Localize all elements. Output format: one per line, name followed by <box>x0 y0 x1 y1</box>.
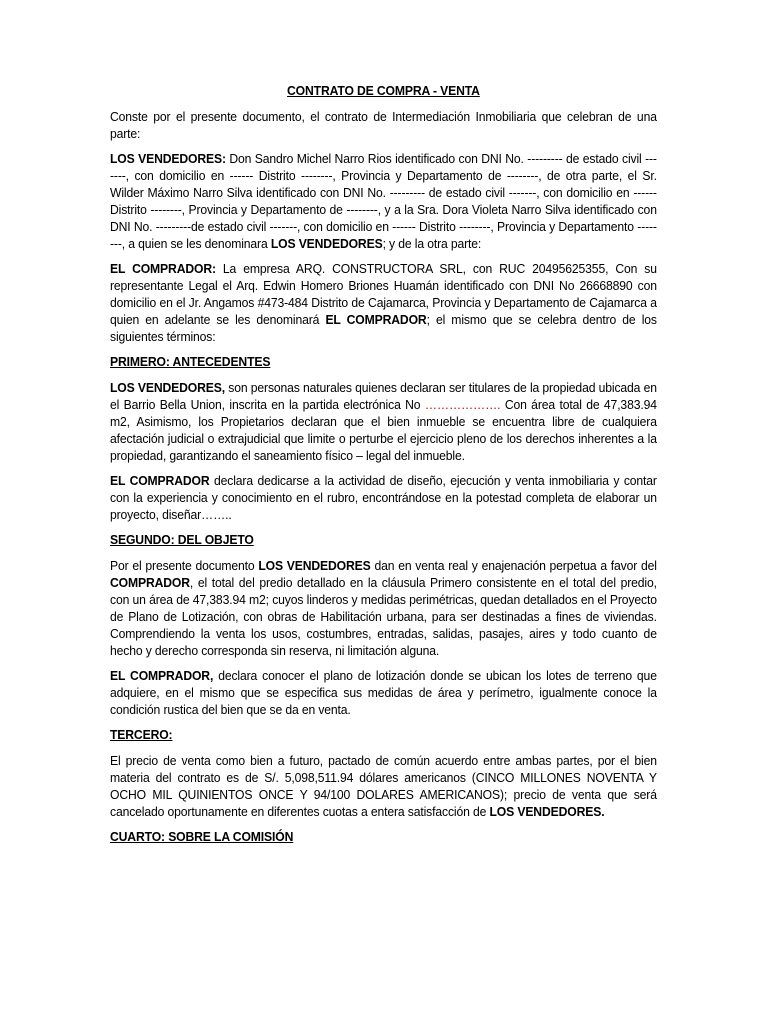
intro-paragraph: Conste por el presente documento, el contrato de Intermediación Inmobiliaria que celebran de una parte: <box>110 109 657 141</box>
segundo-p1-c: , el total del predio detallado en la cláusula Primero consistente en el total del predio, con un área de 47,383.94 m2; cuyos linderos y medidas perimétricas, quedan detallados en el Proyecto de Plano de Lotización, con obras de Habilitación urbana, para ser destinadas a fines de viviendas. Comprendiendo la venta los usos, costumbres, entradas, salidas, pasajes, aires y todo cuanto de hecho y derecho corresponda sin reserva, ni limitación alguna. <box>110 575 657 658</box>
segundo-p2-text: declara conocer el plano de lotización donde se ubican los lotes de terreno que adquiere, en el mismo que se especifica sus medidas de área y perímetro, igualmente conoce la condición rustica del bien que se da en venta. <box>110 668 657 717</box>
comprador-tail: ; el mismo que se celebra dentro de los siguientes términos: <box>110 312 657 344</box>
vendedores-term: LOS VENDEDORES <box>270 236 383 251</box>
primero-p2-label: EL COMPRADOR <box>110 473 210 488</box>
primero-heading: PRIMERO: ANTECEDENTES <box>110 354 271 369</box>
comprador-paragraph <box>110 260 657 345</box>
comprador-text: La empresa ARQ. CONSTRUCTORA SRL, con RUC 20495625355, Con su representante Legal el Arq. Edwin Homero Briones Huamán identificado con DNI No 26668890 con domicilio en el Jr. Angamos #473-484 Distrito de Cajamarca, Provincia y Departamento de Cajamarca a quien en adelante se les denominará <box>110 261 657 327</box>
segundo-p1-term2: COMPRADOR <box>110 575 190 590</box>
comprador-label: EL COMPRADOR: <box>110 261 216 276</box>
primero-p1-label: LOS VENDEDORES, <box>110 380 226 395</box>
tercero-paragraph <box>110 752 657 820</box>
vendedores-paragraph <box>110 150 657 252</box>
primero-p1-text: son personas naturales quienes declaran ser titulares de la propiedad ubicada en el Barrio Bella Union, inscrita en la partida electrónica No <box>110 380 657 412</box>
tercero-p1-term: LOS VENDEDORES. <box>489 804 605 819</box>
primero-paragraph-1 <box>110 379 657 464</box>
document-title: CONTRATO DE COMPRA - VENTA <box>287 83 480 98</box>
comprador-term: EL COMPRADOR <box>325 312 427 327</box>
segundo-heading: SEGUNDO: DEL OBJETO <box>110 532 254 547</box>
document-page <box>110 82 657 854</box>
vendedores-text: Don Sandro Michel Narro Rios identificado con DNI No. --------- de estado civil -------, con domicilio en ------ Distrito --------, Provincia y Departamento de --------, de otra parte, el Sr. Wilder Máximo Narro Silva identificado con DNI No. --------- de estado civil -------, con domicilio en ------ Distrito --------, Provincia y Departamento de --------, y a la Sra. Dora Violeta Narro Silva identificado con DNI No. ---------de estado civil -------, con domicilio en ------ Distrito --------, Provincia y Departamento --------, a quien se les denominara <box>110 151 657 251</box>
partida-placeholder: ………………. <box>424 397 501 412</box>
vendedores-tail: ; y de la otra parte: <box>382 236 482 251</box>
vendedores-label: LOS VENDEDORES: <box>110 151 226 166</box>
tercero-p1-text: El precio de venta como bien a futuro, pactado de común acuerdo entre ambas partes, por el bien materia del contrato es de S/. 5,098,511.94 dólares americanos (CINCO MILLONES NOVENTA Y OCHO MIL QUINIENTOS ONCE Y 94/100 DOLARES AMERICANOS); precio de venta que será cancelado oportunamente en diferentes cuotas a entera satisfacción de <box>110 753 657 819</box>
segundo-paragraph-1 <box>110 557 657 659</box>
tercero-heading: TERCERO: <box>110 727 173 742</box>
segundo-p1-term1: LOS VENDEDORES <box>258 558 371 573</box>
cuarto-heading: CUARTO: SOBRE LA COMISIÓN <box>110 829 294 844</box>
segundo-paragraph-2 <box>110 667 657 718</box>
primero-p1-tail: Con área total de 47,383.94 m2, Asimismo, los Propietarios declaran que el bien inmueble se encuentra libre de cualquiera afectación judicial o extrajudicial que limite o perturbe el ejercicio pleno de los derechos inherentes a la propiedad, garantizando el saneamiento físico – legal del inmueble. <box>110 397 657 463</box>
primero-p2-text: declara dedicarse a la actividad de diseño, ejecución y venta inmobiliaria y contar con la experiencia y conocimiento en el rubro, encontrándose en la potestad completa de elaborar un proyecto, diseñar…….. <box>110 473 657 522</box>
segundo-p1-a: Por el presente documento <box>110 558 259 573</box>
segundo-p1-b: dan en venta real y enajenación perpetua a favor del <box>370 558 657 573</box>
primero-paragraph-2 <box>110 472 657 523</box>
segundo-p2-label: EL COMPRADOR, <box>110 668 214 683</box>
